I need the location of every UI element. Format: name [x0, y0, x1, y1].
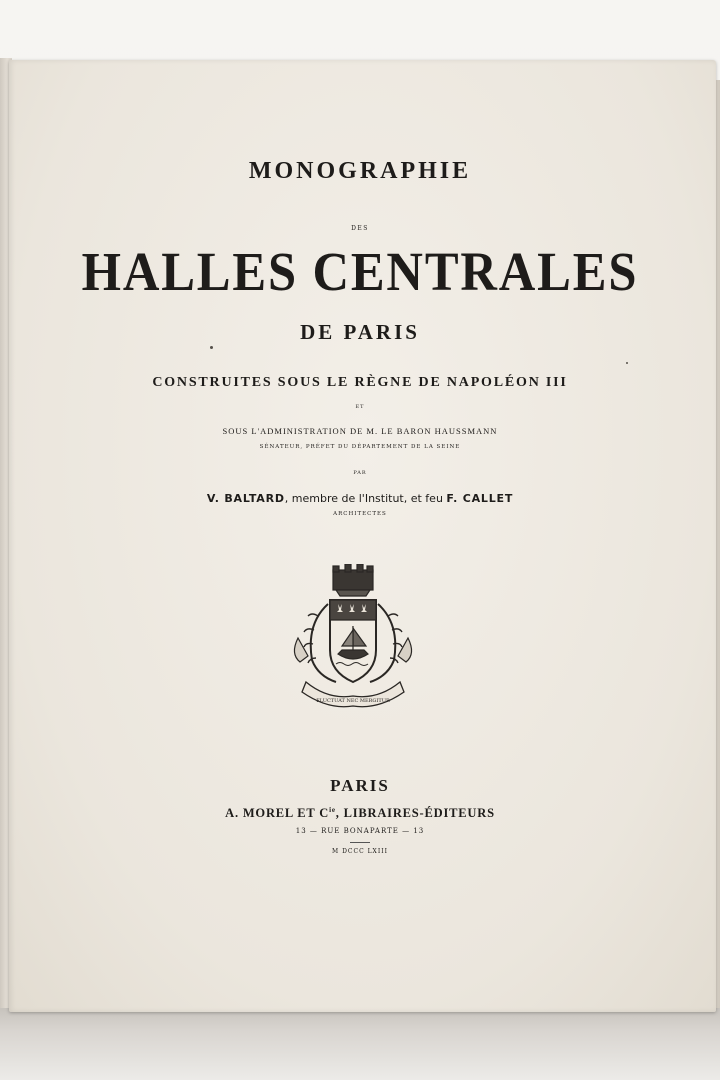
author-connector: , membre de l'Institut, et feu: [284, 492, 447, 505]
byline-par: PAR: [353, 470, 367, 476]
title-page-paper: [9, 60, 716, 1012]
publisher-name: A. MOREL ET C: [225, 806, 330, 821]
subtitle-administration: SOUS L'ADMINISTRATION DE M. LE BARON HAUSSMANN: [222, 426, 498, 436]
imprint-address: 13 — RUE BONAPARTE — 13: [295, 827, 425, 835]
authors-role: ARCHITECTES: [333, 511, 387, 517]
imprint-divider: [350, 842, 370, 843]
imprint-publisher: [0, 806, 720, 821]
subtitle-et: ET: [355, 404, 365, 410]
title-line-des: DES: [351, 225, 369, 232]
title-line-de-paris: DE PARIS: [300, 320, 420, 344]
imprint-city: PARIS: [330, 776, 390, 795]
subtitle-construction: CONSTRUITES SOUS LE RÈGNE DE NAPOLÉON III: [152, 375, 568, 390]
main-title: HALLES CENTRALES: [81, 241, 639, 302]
paper-speck: [210, 346, 213, 349]
paper-speck: [626, 362, 628, 364]
imprint-year: M DCCC LXIII: [332, 848, 388, 855]
paris-coat-of-arms-icon: [278, 564, 428, 714]
publisher-superscript: ie: [329, 806, 336, 814]
coat-of-arms-motto: FLUCTUAT NEC MERGITUR: [316, 698, 390, 704]
author-callet: F. CALLET: [446, 492, 514, 505]
subtitle-senateur: SÉNATEUR, PRÉFET DU DÉPARTEMENT DE LA SEINE: [259, 444, 461, 450]
publisher-role: , LIBRAIRES-ÉDITEURS: [335, 806, 495, 821]
author-baltard: V. BALTARD: [206, 492, 285, 505]
book-cover-bottom-edge: [0, 1008, 720, 1080]
title-line-monographie: MONOGRAPHIE: [248, 158, 472, 184]
authors-line: [0, 492, 720, 505]
